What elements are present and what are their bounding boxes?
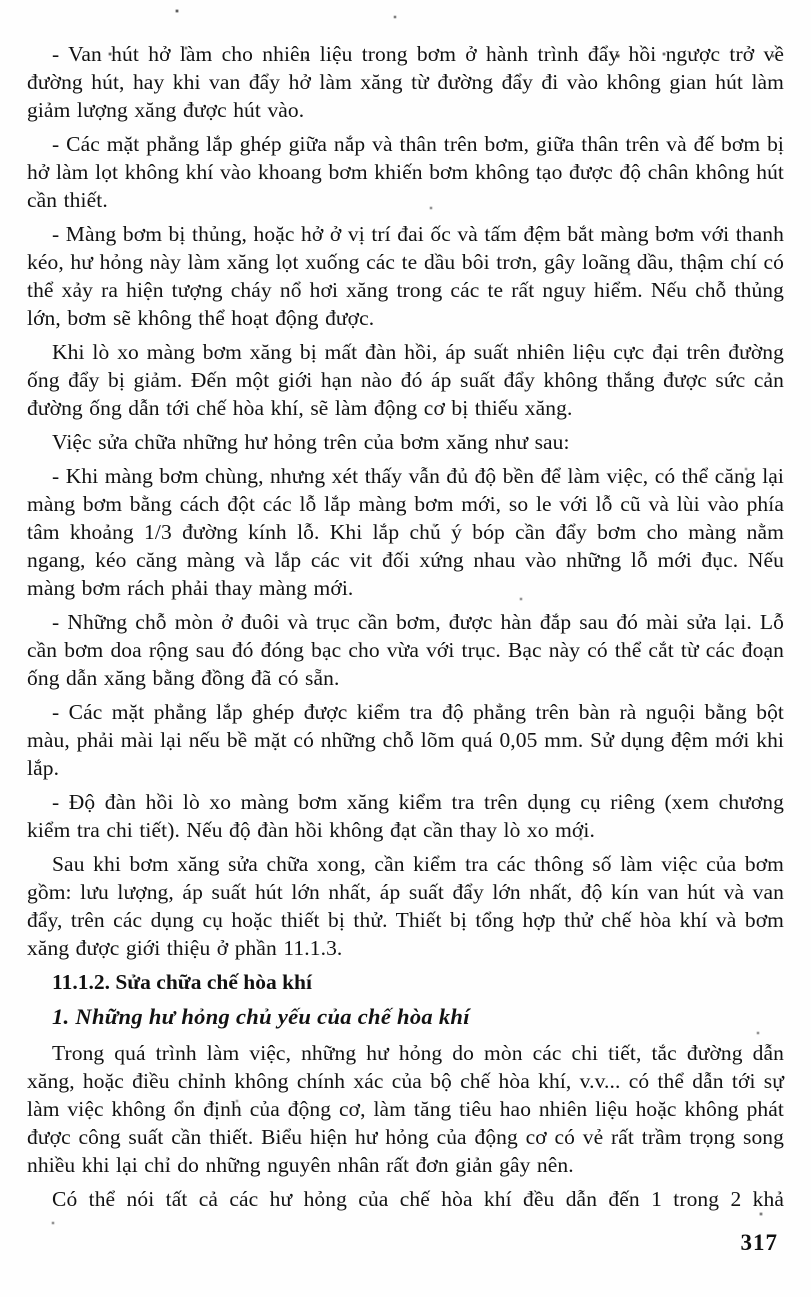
paragraph-kiem-tra-thong-so: Sau khi bơm xăng sửa chữa xong, cần kiểm tra các thông số làm việc của bơm gồm: lưu lượng, áp suất hút lớn nhất, áp suất đẩy lớn nhất, độ kín van hút và van đẩy, trên các dụng cụ hoặc thiết bị thử. Thiết bị tổng hợp thử chế hòa khí và bơm xăng được giới thiệu ở phần 11.1.3. bbox=[27, 852, 784, 960]
page-number: 317 bbox=[740, 1230, 778, 1255]
paragraph-kiem-tra-do-phang: - Các mặt phẳng lắp ghép được kiểm tra độ phẳng trên bàn rà nguội bằng bột màu, phải mài lại nếu bề mặt có những chỗ lõm quá 0,05 mm. Sử dụng đệm mới khi lắp. bbox=[27, 700, 784, 780]
paragraph-viec-sua-chua-intro: Việc sửa chữa những hư hỏng trên của bơm xăng như sau: bbox=[52, 430, 570, 454]
paragraph-co-the-noi-continues: Có thể nói tất cả các hư hỏng của chế hòa khí đều dẫn đến 1 trong 2 khả bbox=[52, 1187, 784, 1211]
scan-speck-noise bbox=[0, 0, 2, 2]
paragraph-van-hut-ho: - Van hút hở làm cho nhiên liệu trong bơm ở hành trình đẩy hồi ngược trở về đường hút, hay khi van đẩy hở làm xăng từ đường đẩy đi vào không gian hút làm giảm lượng xăng được hút vào. bbox=[27, 42, 784, 122]
section-heading-11-1-2: 11.1.2. Sửa chữa chế hòa khí bbox=[52, 970, 312, 994]
paragraph-cho-mon-duoi-truc: - Những chỗ mòn ở đuôi và trục cần bơm, được hàn đắp sau đó mài sửa lại. Lỗ cần bơm doa rộng sau đó đóng bạc cho vừa với trục. Bạc này có thể cắt từ các đoạn ống dẫn xăng bằng đồng đã có sẵn. bbox=[27, 610, 784, 690]
paragraph-lo-xo-mang-bom: Khi lò xo màng bơm xăng bị mất đàn hồi, áp suất nhiên liệu cực đại trên đường ống đẩy bị giảm. Đến một giới hạn nào đó áp suất đẩy không thắng được sức cản đường ống dẫn tới chế hòa khí, sẽ làm động cơ bị thiếu xăng. bbox=[27, 340, 784, 420]
paragraph-do-dan-hoi-lo-xo: - Độ đàn hồi lò xo màng bơm xăng kiểm tra trên dụng cụ riêng (xem chương kiểm tra chi tiết). Nếu độ đàn hồi không đạt cần thay lò xo mới. bbox=[27, 790, 784, 842]
text-column bbox=[27, 40, 784, 1213]
paragraph-trong-qua-trinh: Trong quá trình làm việc, những hư hỏng do mòn các chi tiết, tắc đường dẫn xăng, hoặc điều chỉnh không chính xác của bộ chế hòa khí, v.v... có thể dẫn tới sự làm việc không ổn định của động cơ, làm tăng tiêu hao nhiên liệu hoặc không phát được công suất cần thiết. Biểu hiện hư hỏng của động cơ có vẻ rất trầm trọng song nhiều khi lại chỉ do những nguyên nhân rất đơn giản gây nên. bbox=[27, 1041, 784, 1177]
paragraph-mat-phang-lap-ghep: - Các mặt phẳng lắp ghép giữa nắp và thân trên bơm, giữa thân trên và đế bơm bị hở làm lọt không khí vào khoang bơm khiến bơm không tạo được độ chân không hút cần thiết. bbox=[27, 132, 784, 212]
subsection-heading-1: 1. Những hư hỏng chủ yếu của chế hòa khí bbox=[52, 1004, 470, 1029]
paragraph-mang-bom-bi-thung: - Màng bơm bị thủng, hoặc hở ở vị trí đai ốc và tấm đệm bắt màng bơm với thanh kéo, hư hỏng này làm xăng lọt xuống các te dầu bôi trơn, gây loãng dầu, thậm chí có thể xảy ra hiện tượng cháy nổ hơi xăng trong các te rất nguy hiểm. Nếu chỗ thủng lớn, bơm sẽ không thể hoạt động được. bbox=[27, 222, 784, 330]
paragraph-mang-bom-chung: - Khi màng bơm chùng, nhưng xét thấy vẫn đủ độ bền để làm việc, có thể căng lại màng bơm bằng cách đột các lỗ lắp màng bơm mới, so le với lỗ cũ và lùi vào phía tâm khoảng 1/3 đường kính lỗ. Khi lắp chú ý bóp cần đẩy bơm cho màng nằm ngang, kéo căng màng và lắp các vit đối xứng nhau vào những lỗ mới đục. Nếu màng bơm rách phải thay màng mới. bbox=[27, 464, 784, 600]
